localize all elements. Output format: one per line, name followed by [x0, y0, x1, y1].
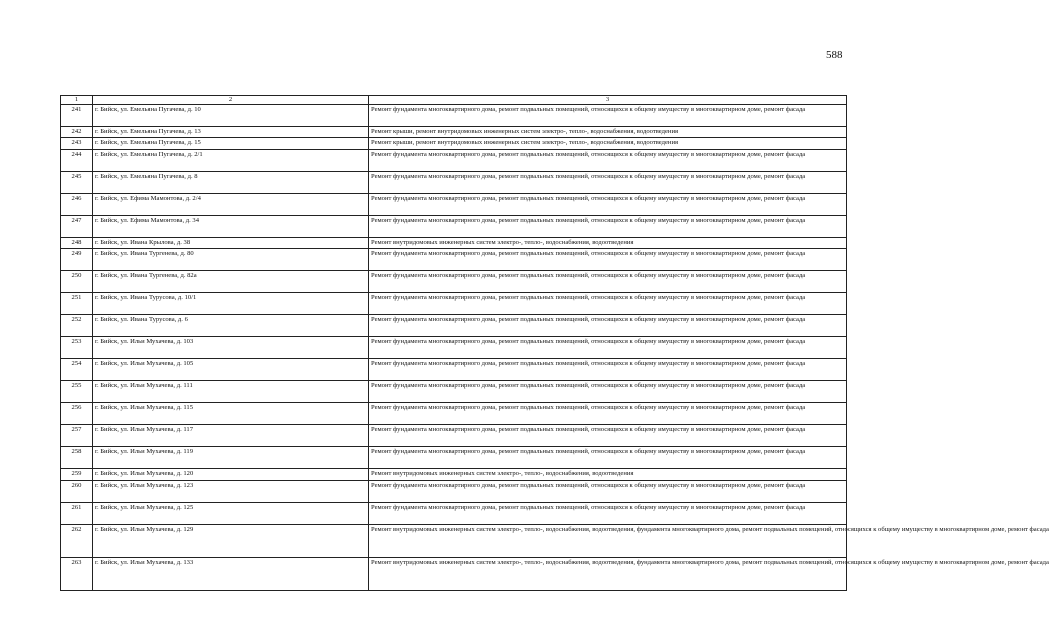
table-row [61, 480, 847, 502]
row-number-cell: 258 [61, 447, 93, 469]
row-address-cell: г. Бийск, ул. Емельяна Пугачева, д. 2/1 [93, 149, 369, 171]
row-works-cell: Ремонт фундамента многоквартирного дома, ремонт подвальных помещений, относящихся к общему имуществу в многоквартирном доме, ремонт фасада [369, 315, 847, 337]
row-works-cell: Ремонт фундамента многоквартирного дома, ремонт подвальных помещений, относящихся к общему имуществу в многоквартирном доме, ремонт фасада [369, 359, 847, 381]
row-works-cell: Ремонт фундамента многоквартирного дома, ремонт подвальных помещений, относящихся к общему имуществу в многоквартирном доме, ремонт фасада [369, 425, 847, 447]
row-number-cell: 262 [61, 524, 93, 557]
row-works-cell: Ремонт фундамента многоквартирного дома, ремонт подвальных помещений, относящихся к общему имуществу в многоквартирном доме, ремонт фасада [369, 337, 847, 359]
row-works-cell: Ремонт внутридомовых инженерных систем электро-, тепло-, водоснабжения, водоотведения [369, 469, 847, 480]
row-address-cell: г. Бийск, ул. Емельяна Пугачева, д. 13 [93, 127, 369, 138]
table-row [61, 447, 847, 469]
column-header-address: 2 [93, 96, 369, 105]
row-address-cell: г. Бийск, ул. Ильи Мухачева, д. 103 [93, 337, 369, 359]
table-row [61, 171, 847, 193]
table-row [61, 127, 847, 138]
table-row [61, 293, 847, 315]
row-number-cell: 251 [61, 293, 93, 315]
row-address-cell: г. Бийск, ул. Ильи Мухачева, д. 117 [93, 425, 369, 447]
table-row [61, 105, 847, 127]
row-works-cell: Ремонт фундамента многоквартирного дома, ремонт подвальных помещений, относящихся к общему имуществу в многоквартирном доме, ремонт фасада [369, 249, 847, 271]
row-number-cell: 244 [61, 149, 93, 171]
row-number-cell: 247 [61, 215, 93, 237]
row-number-cell: 254 [61, 359, 93, 381]
table-row [61, 359, 847, 381]
row-number-cell: 250 [61, 271, 93, 293]
table-row [61, 215, 847, 237]
table-row [61, 149, 847, 171]
row-works-cell: Ремонт фундамента многоквартирного дома, ремонт подвальных помещений, относящихся к общему имуществу в многоквартирном доме, ремонт фасада [369, 403, 847, 425]
row-number-cell: 241 [61, 105, 93, 127]
row-works-cell: Ремонт крыши, ремонт внутридомовых инженерных систем электро-, тепло-, водоснабжения, водоотведения [369, 138, 847, 149]
row-address-cell: г. Бийск, ул. Ефима Мамонтова, д. 34 [93, 215, 369, 237]
row-address-cell: г. Бийск, ул. Ивана Тургенева, д. 80 [93, 249, 369, 271]
row-works-cell: Ремонт фундамента многоквартирного дома, ремонт подвальных помещений, относящихся к общему имуществу в многоквартирном доме, ремонт фасада [369, 193, 847, 215]
row-address-cell: г. Бийск, ул. Ивана Турусова, д. 6 [93, 315, 369, 337]
table-row [61, 403, 847, 425]
row-address-cell: г. Бийск, ул. Ильи Мухачева, д. 133 [93, 557, 369, 590]
row-works-cell: Ремонт фундамента многоквартирного дома, ремонт подвальных помещений, относящихся к общему имуществу в многоквартирном доме, ремонт фасада [369, 105, 847, 127]
row-address-cell: г. Бийск, ул. Ивана Крылова, д. 38 [93, 237, 369, 248]
table-header-row [61, 96, 847, 105]
page-number: 588 [826, 49, 843, 61]
row-number-cell: 253 [61, 337, 93, 359]
row-works-cell: Ремонт фундамента многоквартирного дома, ремонт подвальных помещений, относящихся к общему имуществу в многоквартирном доме, ремонт фасада [369, 381, 847, 403]
row-number-cell: 260 [61, 480, 93, 502]
table-row [61, 249, 847, 271]
row-address-cell: г. Бийск, ул. Ильи Мухачева, д. 105 [93, 359, 369, 381]
column-header-number: 1 [61, 96, 93, 105]
table-row [61, 271, 847, 293]
row-works-cell: Ремонт фундамента многоквартирного дома, ремонт подвальных помещений, относящихся к общему имуществу в многоквартирном доме, ремонт фасада [369, 447, 847, 469]
row-works-cell: Ремонт крыши, ремонт внутридомовых инженерных систем электро-, тепло-, водоснабжения, водоотведения [369, 127, 847, 138]
row-works-cell: Ремонт внутридомовых инженерных систем электро-, тепло-, водоснабжения, водоотведения [369, 237, 847, 248]
row-works-cell: Ремонт фундамента многоквартирного дома, ремонт подвальных помещений, относящихся к общему имуществу в многоквартирном доме, ремонт фасада [369, 149, 847, 171]
table-row [61, 502, 847, 524]
table-row [61, 469, 847, 480]
column-header-works: 3 [369, 96, 847, 105]
works-table [60, 95, 1049, 591]
row-address-cell: г. Бийск, ул. Ильи Мухачева, д. 111 [93, 381, 369, 403]
row-address-cell: г. Бийск, ул. Емельяна Пугачева, д. 8 [93, 171, 369, 193]
row-number-cell: 261 [61, 502, 93, 524]
row-number-cell: 245 [61, 171, 93, 193]
table-row [61, 337, 847, 359]
row-number-cell: 257 [61, 425, 93, 447]
row-works-cell: Ремонт фундамента многоквартирного дома, ремонт подвальных помещений, относящихся к общему имуществу в многоквартирном доме, ремонт фасада [369, 171, 847, 193]
table-row [61, 315, 847, 337]
row-address-cell: г. Бийск, ул. Ильи Мухачева, д. 125 [93, 502, 369, 524]
row-address-cell: г. Бийск, ул. Ильи Мухачева, д. 123 [93, 480, 369, 502]
row-address-cell: г. Бийск, ул. Ильи Мухачева, д. 129 [93, 524, 369, 557]
table-row [61, 193, 847, 215]
table-row [61, 381, 847, 403]
row-works-cell: Ремонт внутридомовых инженерных систем электро-, тепло-, водоснабжения, водоотведения, фундамента многоквартирного дома, ремонт подвальных помещений, относящихся к общему имуществу в многоквартирном доме, ремонт фасада [369, 557, 847, 590]
row-number-cell: 242 [61, 127, 93, 138]
table-row [61, 237, 847, 248]
row-address-cell: г. Бийск, ул. Ильи Мухачева, д. 115 [93, 403, 369, 425]
row-works-cell: Ремонт фундамента многоквартирного дома, ремонт подвальных помещений, относящихся к общему имуществу в многоквартирном доме, ремонт фасада [369, 271, 847, 293]
table-row [61, 138, 847, 149]
row-address-cell: г. Бийск, ул. Ильи Мухачева, д. 119 [93, 447, 369, 469]
row-number-cell: 243 [61, 138, 93, 149]
row-works-cell: Ремонт внутридомовых инженерных систем электро-, тепло-, водоснабжения, водоотведения, фундамента многоквартирного дома, ремонт подвальных помещений, относящихся к общему имуществу в многоквартирном доме, ремонт фасада [369, 524, 847, 557]
row-address-cell: г. Бийск, ул. Ефима Мамонтова, д. 2/4 [93, 193, 369, 215]
row-address-cell: г. Бийск, ул. Ивана Турусова, д. 10/1 [93, 293, 369, 315]
row-number-cell: 256 [61, 403, 93, 425]
row-works-cell: Ремонт фундамента многоквартирного дома, ремонт подвальных помещений, относящихся к общему имуществу в многоквартирном доме, ремонт фасада [369, 480, 847, 502]
row-works-cell: Ремонт фундамента многоквартирного дома, ремонт подвальных помещений, относящихся к общему имуществу в многоквартирном доме, ремонт фасада [369, 215, 847, 237]
row-number-cell: 255 [61, 381, 93, 403]
row-address-cell: г. Бийск, ул. Ивана Тургенева, д. 82а [93, 271, 369, 293]
row-address-cell: г. Бийск, ул. Емельяна Пугачева, д. 10 [93, 105, 369, 127]
row-address-cell: г. Бийск, ул. Ильи Мухачева, д. 120 [93, 469, 369, 480]
row-works-cell: Ремонт фундамента многоквартирного дома, ремонт подвальных помещений, относящихся к общему имуществу в многоквартирном доме, ремонт фасада [369, 502, 847, 524]
row-number-cell: 246 [61, 193, 93, 215]
table-row [61, 425, 847, 447]
table-row [61, 557, 847, 590]
row-address-cell: г. Бийск, ул. Емельяна Пугачева, д. 15 [93, 138, 369, 149]
row-number-cell: 259 [61, 469, 93, 480]
row-number-cell: 252 [61, 315, 93, 337]
table-row [61, 524, 847, 557]
row-works-cell: Ремонт фундамента многоквартирного дома, ремонт подвальных помещений, относящихся к общему имуществу в многоквартирном доме, ремонт фасада [369, 293, 847, 315]
row-number-cell: 263 [61, 557, 93, 590]
row-number-cell: 248 [61, 237, 93, 248]
row-number-cell: 249 [61, 249, 93, 271]
